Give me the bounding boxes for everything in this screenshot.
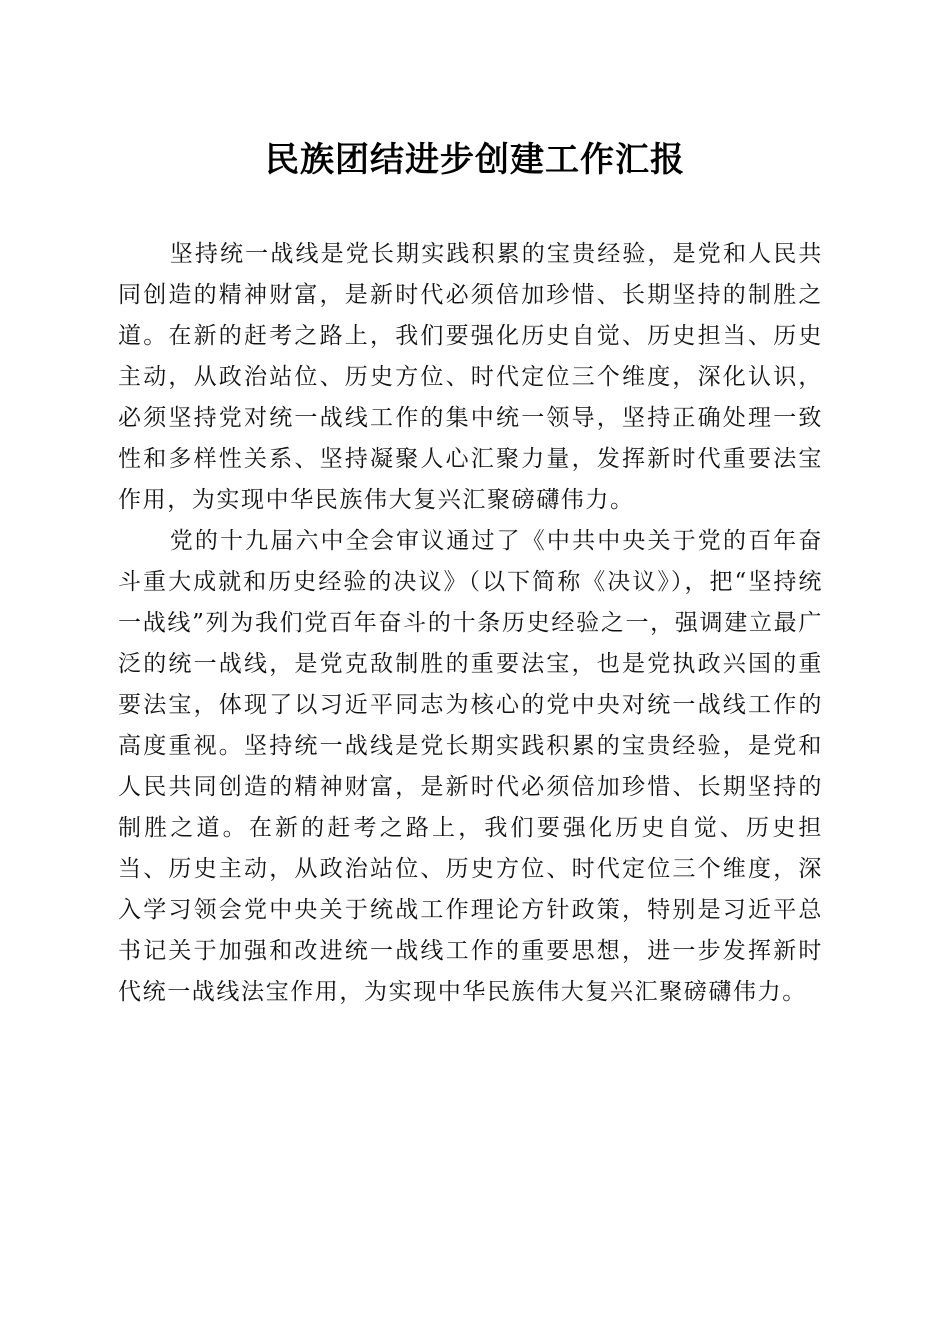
document-title: 民族团结进步创建工作汇报 [265,140,685,180]
paragraph-2: 党的十九届六中全会审议通过了《中共中央关于党的百年奋斗重大成就和历史经验的决议》（以下简称《决议》），把“坚持统一战线”列为我们党百年奋斗的十条历史经验之一，强调建立最广泛的统一战线，是党克敌制胜的重要法宝，也是党执政兴国的重要法宝，体现了以习近平同志为核心的党中央对统一战线工作的高度重视。坚持统一战线是党长期实践积累的宝贵经验，是党和人民共同创造的精神财富，是新时代必须倍加珍惜、长期坚持的制胜之道。在新的赶考之路上，我们要强化历史自觉、历史担当、历史主动，从政治站位、历史方位、时代定位三个维度，深入学习领会党中央关于统战工作理论方针政策，特别是习近平总书记关于加强和改进统一战线工作的重要思想，进一步发挥新时代统一战线法宝作用，为实现中华民族伟大复兴汇聚磅礴伟力。 [118,528,823,1005]
document-body [118,234,823,1013]
paragraph-1: 坚持统一战线是党长期实践积累的宝贵经验，是党和人民共同创造的精神财富，是新时代必须倍加珍惜、长期坚持的制胜之道。在新的赶考之路上，我们要强化历史自觉、历史担当、历史主动，从政治站位、历史方位、时代定位三个维度，深化认识，必须坚持党对统一战线工作的集中统一领导，坚持正确处理一致性和多样性关系、坚持凝聚人心汇聚力量，发挥新时代重要法宝作用，为实现中华民族伟大复兴汇聚磅礴伟力。 [118,241,823,513]
